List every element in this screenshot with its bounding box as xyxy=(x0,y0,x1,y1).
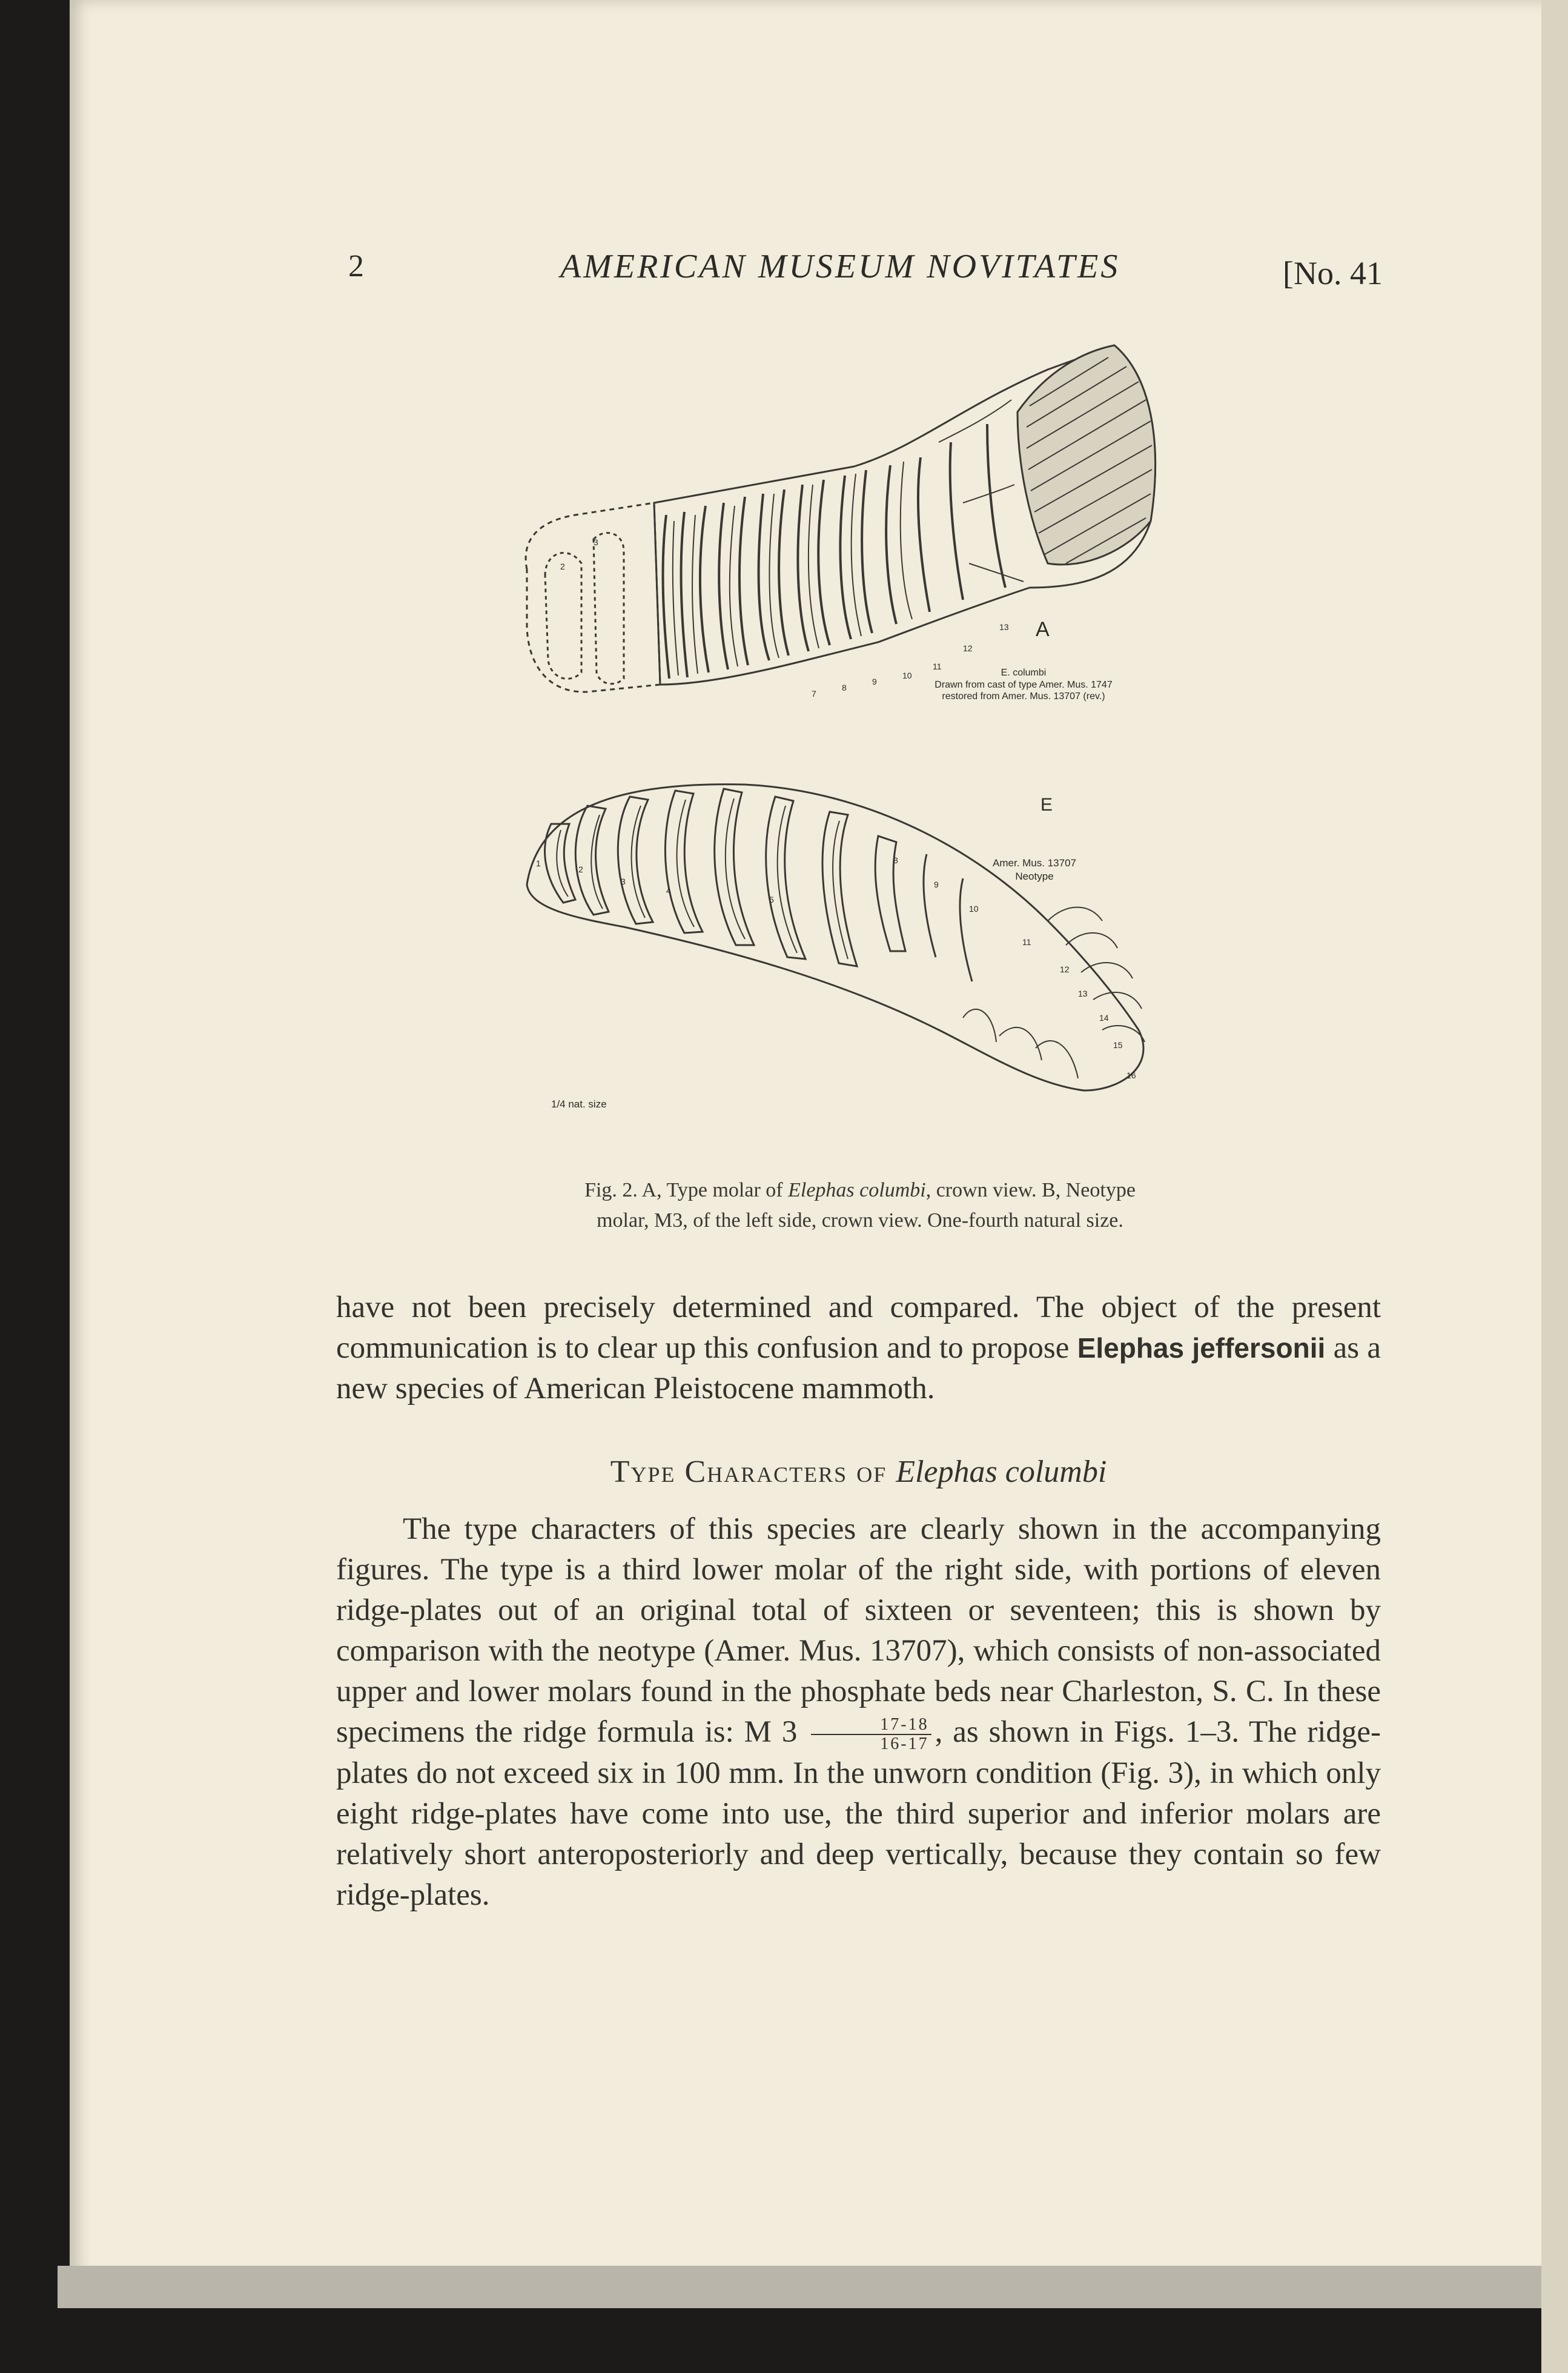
svg-text:11: 11 xyxy=(1022,937,1031,947)
svg-text:2: 2 xyxy=(578,865,583,874)
svg-text:3: 3 xyxy=(621,877,626,886)
svg-text:7: 7 xyxy=(812,689,816,699)
caption-line-1: Fig. 2. A, Type molar of Elephas columbi, crown view. B, Neotype xyxy=(584,1179,1136,1201)
svg-text:Neotype: Neotype xyxy=(1015,871,1054,882)
paragraph-1: have not been precisely determined and compared. The object of the present communication is to clear up this confusion and to propose Elephas jeffersonii as a new species of American Pleistocene mammoth. xyxy=(336,1290,1381,1406)
svg-text:Amer. Mus. 13707: Amer. Mus. 13707 xyxy=(993,857,1076,869)
section-heading: Type Characters of Elephas columbi xyxy=(610,1455,1107,1489)
page-number: 2 xyxy=(348,249,364,284)
molar-a-drawing xyxy=(526,345,1155,692)
page-edge xyxy=(58,2266,1547,2308)
svg-text:Drawn from cast of type Amer.: Drawn from cast of type Amer. Mus. 1747 xyxy=(935,680,1113,690)
svg-text:10: 10 xyxy=(902,671,912,680)
molar-b-numbers xyxy=(536,855,1136,1080)
journal-title: AMERICAN MUSEUM NOVITATES xyxy=(560,248,1120,285)
svg-text:E. columbi: E. columbi xyxy=(1001,668,1047,678)
svg-text:14: 14 xyxy=(1099,1013,1109,1023)
caption-species: Elephas columbi xyxy=(788,1179,926,1201)
molar-b-note xyxy=(993,857,1076,882)
label-b: E xyxy=(1040,795,1053,815)
section-species: Elephas columbi xyxy=(896,1455,1107,1489)
next-page-strip xyxy=(1541,0,1568,2373)
svg-text:4: 4 xyxy=(666,886,671,895)
species-name-bold: Elephas jeffersonii xyxy=(1077,1332,1326,1364)
svg-text:restored from Amer. Mus. 13707: restored from Amer. Mus. 13707 (rev.) xyxy=(942,691,1105,702)
svg-text:16: 16 xyxy=(1126,1070,1136,1080)
svg-text:10: 10 xyxy=(969,904,979,914)
scale-note: 1/4 nat. size xyxy=(551,1098,607,1110)
svg-text:13: 13 xyxy=(1078,989,1088,998)
figure-caption xyxy=(436,1175,1284,1236)
molar-b-drawing xyxy=(527,785,1145,1090)
svg-text:5: 5 xyxy=(769,895,774,904)
svg-text:2: 2 xyxy=(560,562,565,571)
molar-a-note xyxy=(935,668,1113,702)
ridge-formula-fraction: $\frac{17-18}{16-17}$ xyxy=(811,1716,931,1753)
figure-molars xyxy=(503,321,1229,1187)
svg-text:3: 3 xyxy=(594,537,598,547)
label-a: A xyxy=(1036,618,1050,641)
molar-drawings xyxy=(503,321,1229,1187)
svg-text:11: 11 xyxy=(933,662,942,671)
svg-text:1: 1 xyxy=(536,858,541,868)
svg-text:12: 12 xyxy=(1060,964,1070,974)
svg-text:15: 15 xyxy=(1113,1040,1123,1050)
svg-text:9: 9 xyxy=(872,677,877,686)
running-header xyxy=(0,242,1568,291)
issue-number: [No. 41 xyxy=(1283,255,1383,291)
svg-text:12: 12 xyxy=(963,643,973,653)
svg-text:8: 8 xyxy=(842,683,847,692)
paragraph-2: The type characters of this species are clearly shown in the accompanying figures. The type is a third lower molar of the right side, with portions of eleven ridge-plates out of an original total of sixteen or seventeen; this is shown by comparison with the neotype (Amer. Mus. 13707), which consists of non-associated upper and lower molars found in the phosphate beds near Charleston, S. C. In these specimens the ridge formula is: M 3 $\frac{17-18}{16-17}$ , as shown in Figs. 1–3. The ridge-plates do not exceed six in 100 mm. In the unworn condition (Fig. 3), in which only eight ridge-plates have come into use, the third superior and inferior molars are relatively short anteroposteriorly and deep vertically, because they contain so few ridge-plates. xyxy=(336,1512,1381,1913)
svg-text:9: 9 xyxy=(934,880,939,889)
svg-text:13: 13 xyxy=(999,622,1009,632)
caption-line-2: molar, M3, of the left side, crown view. One-fourth natural size. xyxy=(597,1209,1123,1232)
svg-text:8: 8 xyxy=(893,855,898,865)
